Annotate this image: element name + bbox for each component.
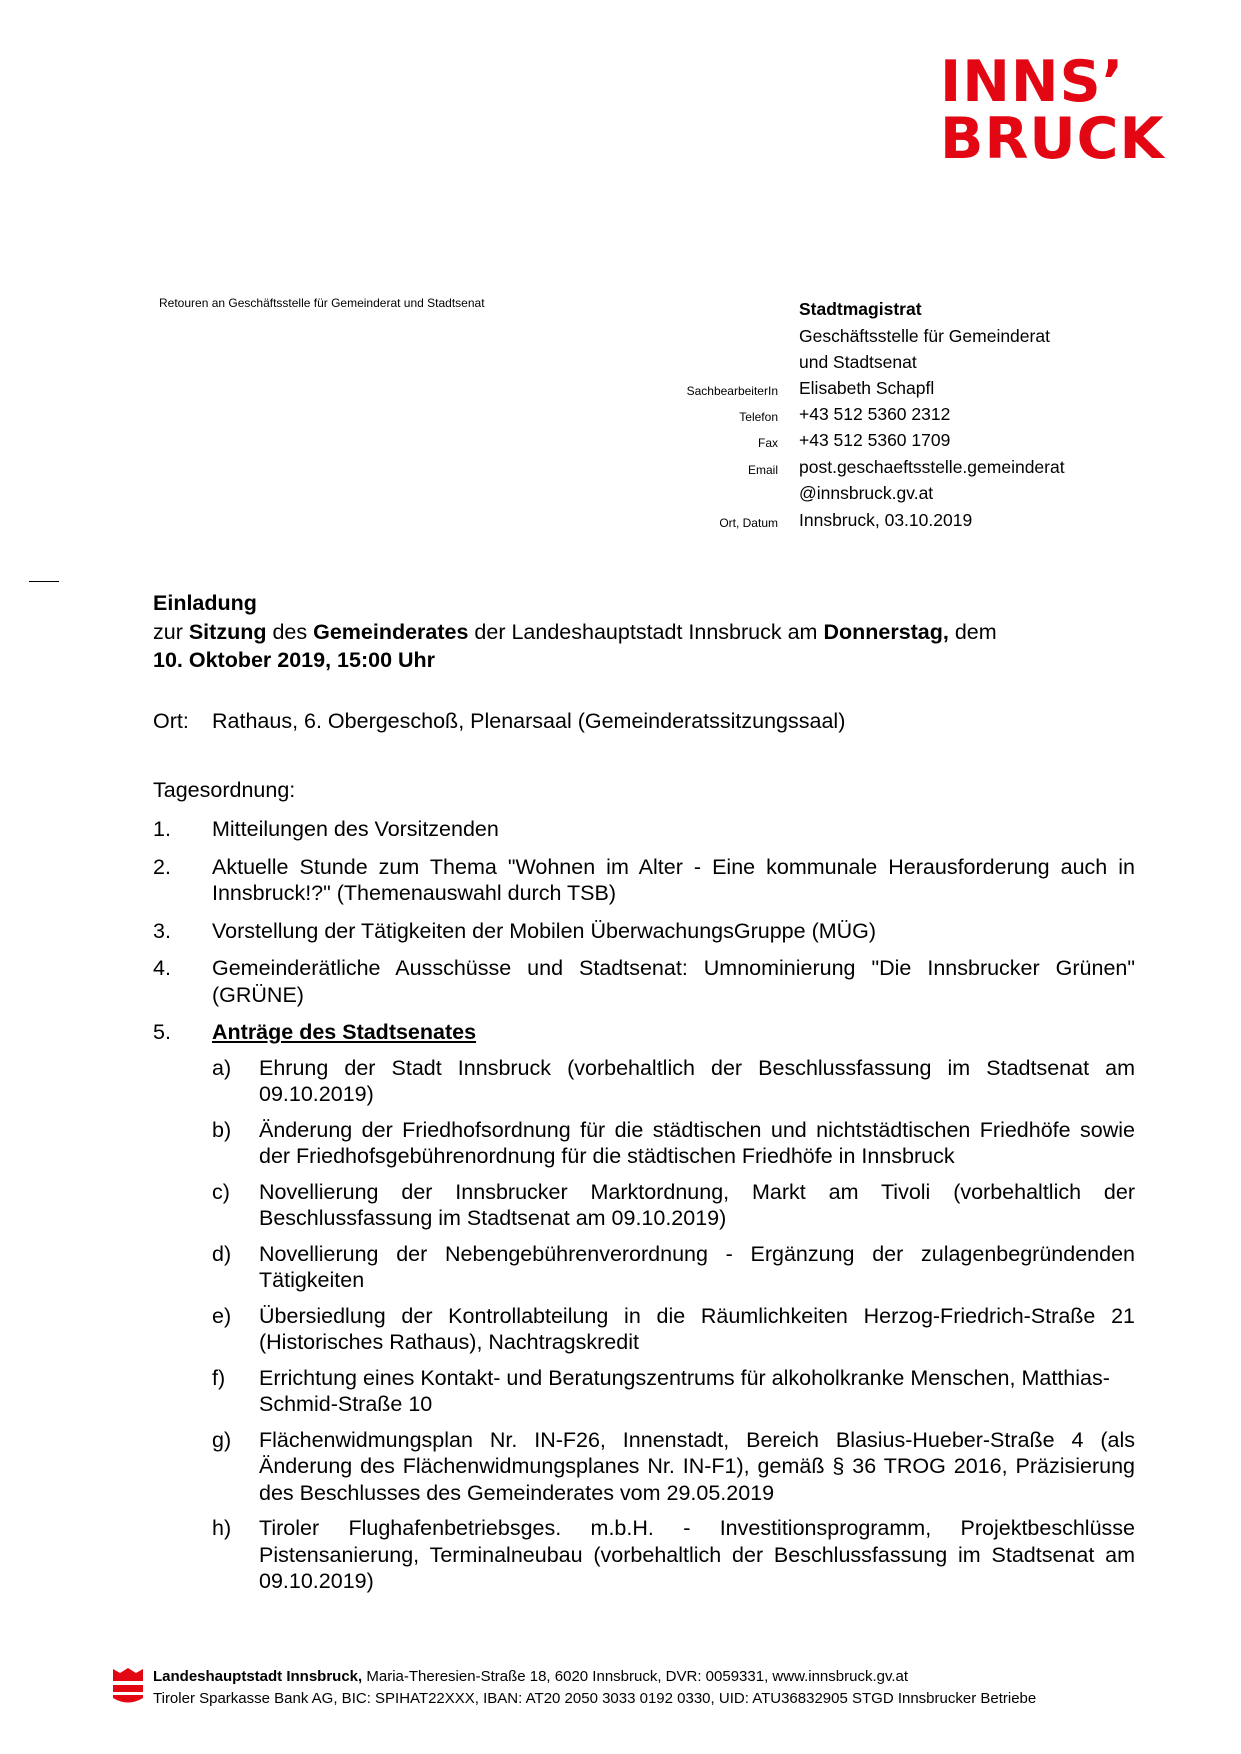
agenda-subitem — [153, 1365, 1135, 1418]
logo-line-1: INNS’ — [940, 49, 1125, 115]
agenda-item-text: Gemeinderätliche Ausschüsse und Stadtsenat: Umnominierung "Die Innsbrucker Grünen" (GRÜNE) — [212, 956, 1135, 1007]
text: dem — [948, 619, 997, 644]
email-value-line-1[interactable]: post.geschaeftsstelle.gemeinderat — [799, 457, 1065, 477]
agenda-item-number: 5. — [153, 1020, 171, 1044]
subitem-text: Ehrung der Stadt Innsbruck (vorbehaltlich der Beschlussfassung im Stadtsenat am 09.10.2019) — [259, 1055, 1135, 1106]
date-label: Ort, Datum — [719, 516, 778, 530]
subitem-letter: f) — [212, 1365, 226, 1390]
sender-block — [799, 296, 1050, 376]
subitem-letter: e) — [212, 1303, 232, 1328]
subitem-letter: g) — [212, 1427, 232, 1452]
sender-dept-1: Geschäftsstelle für Gemeinderat — [799, 325, 1050, 346]
subitem-letter: h) — [212, 1516, 232, 1540]
agenda-list — [153, 816, 1135, 1604]
subitem-text: Errichtung eines Kontakt- und Beratungszentrums für alkoholkranke Menschen, Matthias-Schmid-Straße 10 — [259, 1365, 1110, 1416]
agenda-section-title: Anträge des Stadtsenates — [212, 1020, 477, 1044]
phone-label: Telefon — [739, 410, 778, 424]
text-bold: Gemeinderates — [313, 619, 469, 644]
agenda-item — [153, 854, 1135, 907]
invitation — [153, 589, 1073, 675]
footer-org: Landeshauptstadt Innsbruck, — [153, 1668, 363, 1685]
text-bold: Sitzung — [188, 619, 267, 644]
location-line — [153, 709, 845, 734]
agenda-item — [153, 918, 1135, 945]
footer-line-2: Tiroler Sparkasse Bank AG, BIC: SPIHAT22XXX, IBAN: AT20 2050 3033 0192 0330, UID: ATU36832905 STGD Innsbrucker Betriebe — [153, 1690, 1037, 1707]
agenda-subitem — [153, 1179, 1135, 1232]
text: der Landeshauptstadt Innsbruck am — [468, 619, 824, 644]
clerk-value: Elisabeth Schapfl — [799, 378, 935, 398]
agenda-subitem — [153, 1303, 1135, 1356]
agenda-subitem — [153, 1055, 1135, 1108]
agenda-subitem — [153, 1241, 1135, 1294]
agenda-item-text: Mitteilungen des Vorsitzenden — [212, 817, 499, 841]
city-emblem-icon — [112, 1667, 144, 1705]
agenda-subitem — [153, 1117, 1135, 1170]
fax-value: +43 512 5360 1709 — [799, 430, 951, 450]
fax-label: Fax — [757, 436, 778, 450]
subitem-text: Novellierung der Nebengebührenverordnung - Ergänzung der zulagenbegründenden Tätigkeiten — [259, 1241, 1135, 1292]
logo-line-2: BRUCK — [940, 106, 1165, 172]
sender-org: Stadtmagistrat — [799, 299, 922, 319]
footer-line-1 — [153, 1666, 1036, 1688]
agenda-item — [153, 955, 1135, 1008]
agenda-item-number: 4. — [153, 956, 171, 980]
invitation-line-2 — [153, 618, 1073, 647]
email-value-line-2[interactable]: @innsbruck.gv.at — [799, 483, 934, 503]
invitation-datetime: 10. Oktober 2019, 15:00 Uhr — [153, 648, 436, 672]
date-value: Innsbruck, 03.10.2019 — [799, 510, 973, 530]
subitem-text: Übersiedlung der Kontrollabteilung in die Räumlichkeiten Herzog-Friedrich-Straße 21 (Historisches Rathaus), Nachtragskredit — [259, 1303, 1135, 1354]
subitem-letter: c) — [212, 1179, 230, 1204]
agenda-item — [153, 1019, 1135, 1046]
return-address: Retouren an Geschäftsstelle für Gemeinderat und Stadtsenat — [159, 296, 485, 310]
location-label: Ort: — [153, 709, 189, 733]
sender-dept-2: und Stadtsenat — [799, 352, 917, 372]
subitem-letter: a) — [212, 1055, 232, 1080]
agenda-heading: Tagesordnung: — [153, 778, 296, 802]
subitem-text: Tiroler Flughafenbetriebsges. m.b.H. - Investitionsprogramm, Projektbeschlüsse Pistensanierung, Terminalneubau (vorbehaltlich der Beschlussfassung im Stadtsenat am 09.10.2019) — [259, 1516, 1135, 1593]
text: zur — [153, 619, 189, 644]
subitem-letter: d) — [212, 1241, 232, 1266]
email-label: Email — [747, 463, 778, 477]
fold-mark — [29, 581, 59, 582]
agenda-item-number: 2. — [153, 854, 171, 879]
location-value: Rathaus, 6. Obergeschoß, Plenarsaal (Gemeinderatssitzungssaal) — [212, 709, 846, 733]
agenda-subitem — [153, 1515, 1135, 1595]
subitem-text: Änderung der Friedhofsordnung für die städtischen und nichtstädtischen Friedhöfe sowie der Friedhofsgebührenordnung für die städtischen Friedhöfe in Innsbruck — [259, 1117, 1135, 1168]
clerk-label: SachbearbeiterIn — [686, 384, 778, 398]
innsbruck-logo — [940, 49, 1185, 172]
text-bold: Donnerstag, — [823, 619, 949, 644]
subitem-text: Novellierung der Innsbrucker Marktordnung, Markt am Tivoli (vorbehaltlich der Beschlussfassung im Stadtsenat am 09.10.2019) — [259, 1179, 1135, 1230]
agenda-item-number: 3. — [153, 918, 171, 943]
agenda-item — [153, 816, 1135, 843]
text: des — [266, 619, 314, 644]
subitem-letter: b) — [212, 1117, 232, 1142]
footer — [153, 1666, 1036, 1710]
agenda-item-text: Aktuelle Stunde zum Thema "Wohnen im Alter - Eine kommunale Herausforderung auch in Innsbruck!?" (Themenauswahl durch TSB) — [212, 854, 1135, 905]
invitation-heading: Einladung — [153, 591, 257, 615]
phone-value: +43 512 5360 2312 — [799, 404, 951, 424]
agenda-subitem — [153, 1427, 1135, 1507]
agenda-item-text: Vorstellung der Tätigkeiten der Mobilen ÜberwachungsGruppe (MÜG) — [212, 918, 877, 943]
agenda-item-number: 1. — [153, 817, 171, 841]
footer-address: Maria-Theresien-Straße 18, 6020 Innsbruck, DVR: 0059331, www.innsbruck.gv.at — [362, 1668, 909, 1685]
subitem-text: Flächenwidmungsplan Nr. IN-F26, Innenstadt, Bereich Blasius-Hueber-Straße 4 (als Änderung des Flächenwidmungsplanes Nr. IN-F1), gemäß § 36 TROG 2016, Präzisierung des Beschlusses des Gemeinderates vom 29.05.2019 — [259, 1427, 1135, 1505]
